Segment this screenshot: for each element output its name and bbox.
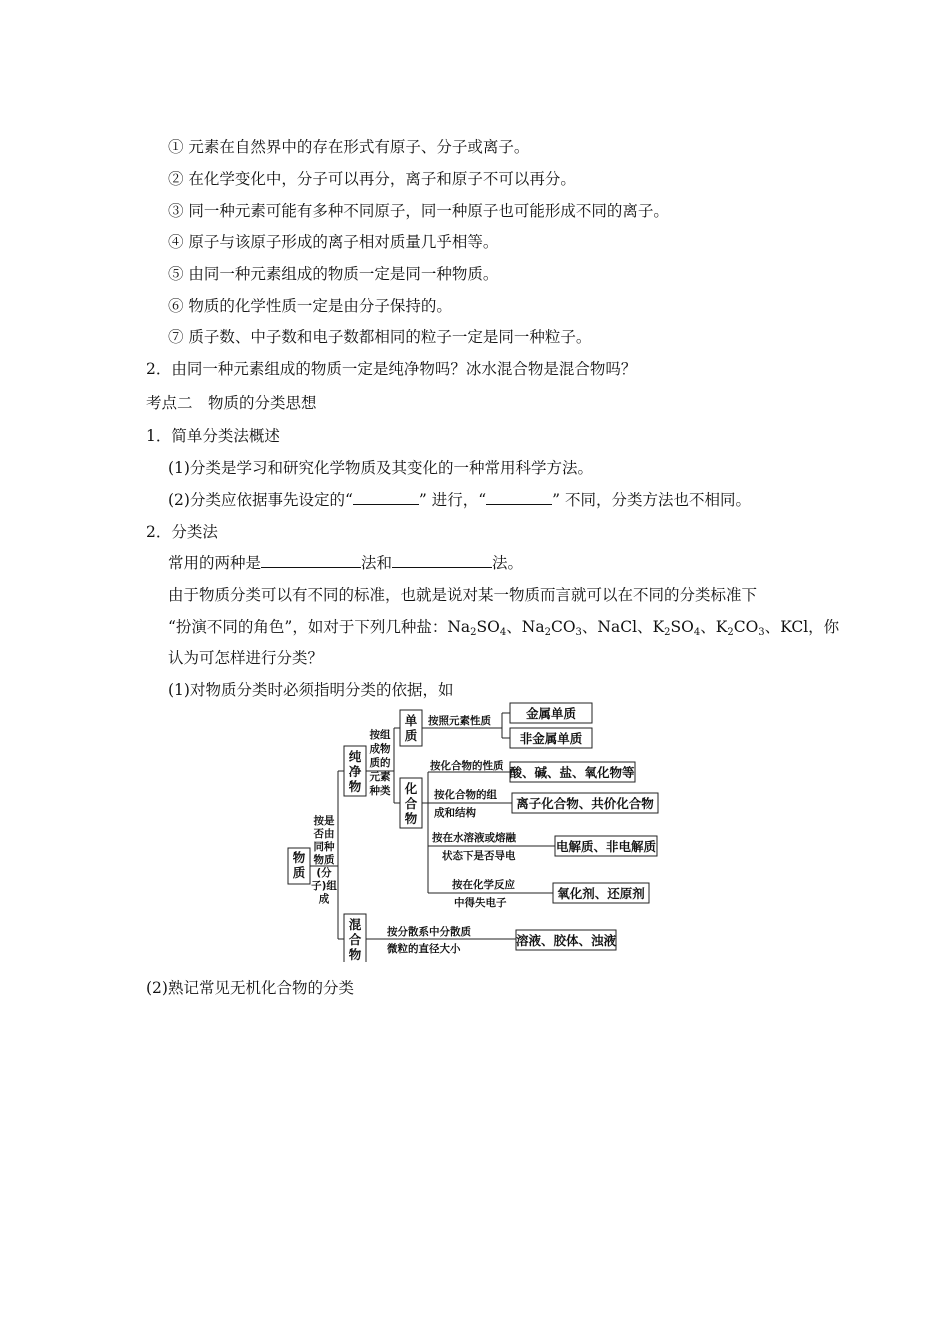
compound-char: 物 [404,811,418,826]
formula-kcl: KCl [780,618,809,636]
paragraph-2-part-b: ” 进行，“ [418,491,487,509]
criterion-1-line: 按是 [313,815,335,827]
paragraph-4-line-1: 由于物质分类可以有不同的标准，也就是说对某一物质而言就可以在不同的分类标准下 [168,586,758,604]
element-char: 单 [404,713,418,728]
statement-7: ⑦ 质子数、中子数和电子数都相同的粒子一定是同一种粒子。 [168,328,592,346]
result-oxidant-reductant: 氧化剂、还原剂 [557,886,645,901]
paragraph-4-line-2: “扮演不同的角色”，如对于下列几种盐：$Na_2SO_4$、$Na_2CO_3$、NaCl、$K_2SO_4$、$K_2CO_3$、KCl，你 [168,618,840,638]
subsection-2-title: 2．分类法 [146,523,218,541]
criterion-2-line: 元素 [369,771,391,783]
criterion-6-line: 状态下是否导电 [442,850,516,862]
formula-na2so4: $Na_2SO_4$ [447,618,507,638]
compound-char: 化 [404,781,418,796]
paragraph-5: (1)对物质分类时必须指明分类的依据，如 [168,681,454,699]
element-char: 质 [404,728,418,743]
mix-char: 混 [348,917,362,932]
compound-char: 合 [404,796,418,811]
paragraph-3-part-a: 常用的两种是 [168,554,262,572]
criterion-1-line: 否由 [313,828,335,840]
result-acid-base-salt: 酸、碱、盐、氧化物等 [509,765,635,780]
root-label-2: 质 [292,865,306,880]
criterion-8-line: 按分散系中分散质 [387,926,471,938]
criterion-3: 按照元素性质 [428,715,491,727]
criterion-4: 按化合物的性质 [430,760,504,772]
criterion-2-line: 成物 [369,743,391,755]
paragraph-1: (1)分类是学习和研究化学物质及其变化的一种常用科学方法。 [168,459,593,477]
root-label-1: 物 [292,850,306,865]
result-nonmetal: 非金属单质 [519,731,583,746]
fill-blank[interactable] [261,553,361,568]
section-title: 考点二 物质的分类思想 [146,394,317,412]
statement-3: ③ 同一种元素可能有多种不同原子，同一种原子也可能形成不同的离子。 [168,202,669,220]
statement-6: ⑥ 物质的化学性质一定是由分子保持的。 [168,297,452,315]
statement-2: ② 在化学变化中，分子可以再分，离子和原子不可以再分。 [168,170,576,188]
paragraph-2-part-a: (2)分类应依据事先设定的“ [168,491,353,509]
criterion-2-line: 按组 [369,729,391,741]
salt-intro: “扮演不同的角色”，如对于下列几种盐： [168,618,448,636]
paragraph-4-line-3: 认为可怎样进行分类？ [168,649,324,667]
criterion-1-line: 成 [318,893,330,905]
formula-nacl: NaCl [597,618,638,636]
criterion-7-line: 按在化学反应 [452,879,515,891]
criterion-7-line: 中得失电子 [454,897,507,909]
pure-char: 净 [348,764,362,779]
question-2: 2．由同一种元素组成的物质一定是纯净物吗？冰水混合物是混合物吗？ [146,360,637,378]
result-electrolyte: 电解质、非电解质 [555,839,657,854]
criterion-1-line: (分 [316,867,332,879]
formula-na2co3: $Na_2CO_3$ [521,618,582,638]
criterion-5-line: 成和结构 [434,807,476,819]
criterion-8-line: 微粒的直径大小 [387,943,461,955]
statement-4: ④ 原子与该原子形成的离子相对质量几乎相等。 [168,233,499,251]
formula-k2co3: $K_2CO_3$ [715,618,765,638]
fill-blank[interactable] [353,490,419,505]
formula-k2so4: $K_2SO_4$ [652,618,701,638]
mix-char: 合 [348,932,362,947]
classification-diagram [270,700,670,962]
pure-char: 物 [348,779,362,794]
paragraph-2-part-c: ” 不同，分类方法也不相同。 [552,491,752,509]
criterion-5-line: 按化合物的组 [434,789,497,801]
statement-5: ⑤ 由同一种元素组成的物质一定是同一种物质。 [168,265,499,283]
criterion-2-line: 质的 [369,757,391,769]
fill-blank[interactable] [486,490,552,505]
criterion-2-line: 种类 [369,785,391,797]
paragraph-3 [168,553,523,573]
paragraph-6: (2)熟记常见无机化合物的分类 [146,979,354,997]
paragraph-3-part-b: 法和 [361,554,393,572]
criterion-1-line: 同种 [313,841,335,853]
subsection-1-title: 1．简单分类法概述 [146,427,280,445]
criterion-1-line: 物质 [313,854,335,866]
fill-blank[interactable] [392,553,492,568]
mix-char: 物 [348,947,362,962]
pure-char: 纯 [348,749,362,764]
result-dispersion: 溶液、胶体、浊液 [515,933,617,948]
result-metal: 金属单质 [525,706,577,721]
result-ionic-covalent: 离子化合物、共价化合物 [516,796,654,811]
paragraph-2 [168,490,751,510]
criterion-6-line: 按在水溶液或熔融 [432,832,516,844]
statement-1: ① 元素在自然界中的存在形式有原子、分子或离子。 [168,138,530,156]
criterion-1-line: 子)组 [311,880,337,892]
paragraph-3-part-c: 法。 [492,554,524,572]
